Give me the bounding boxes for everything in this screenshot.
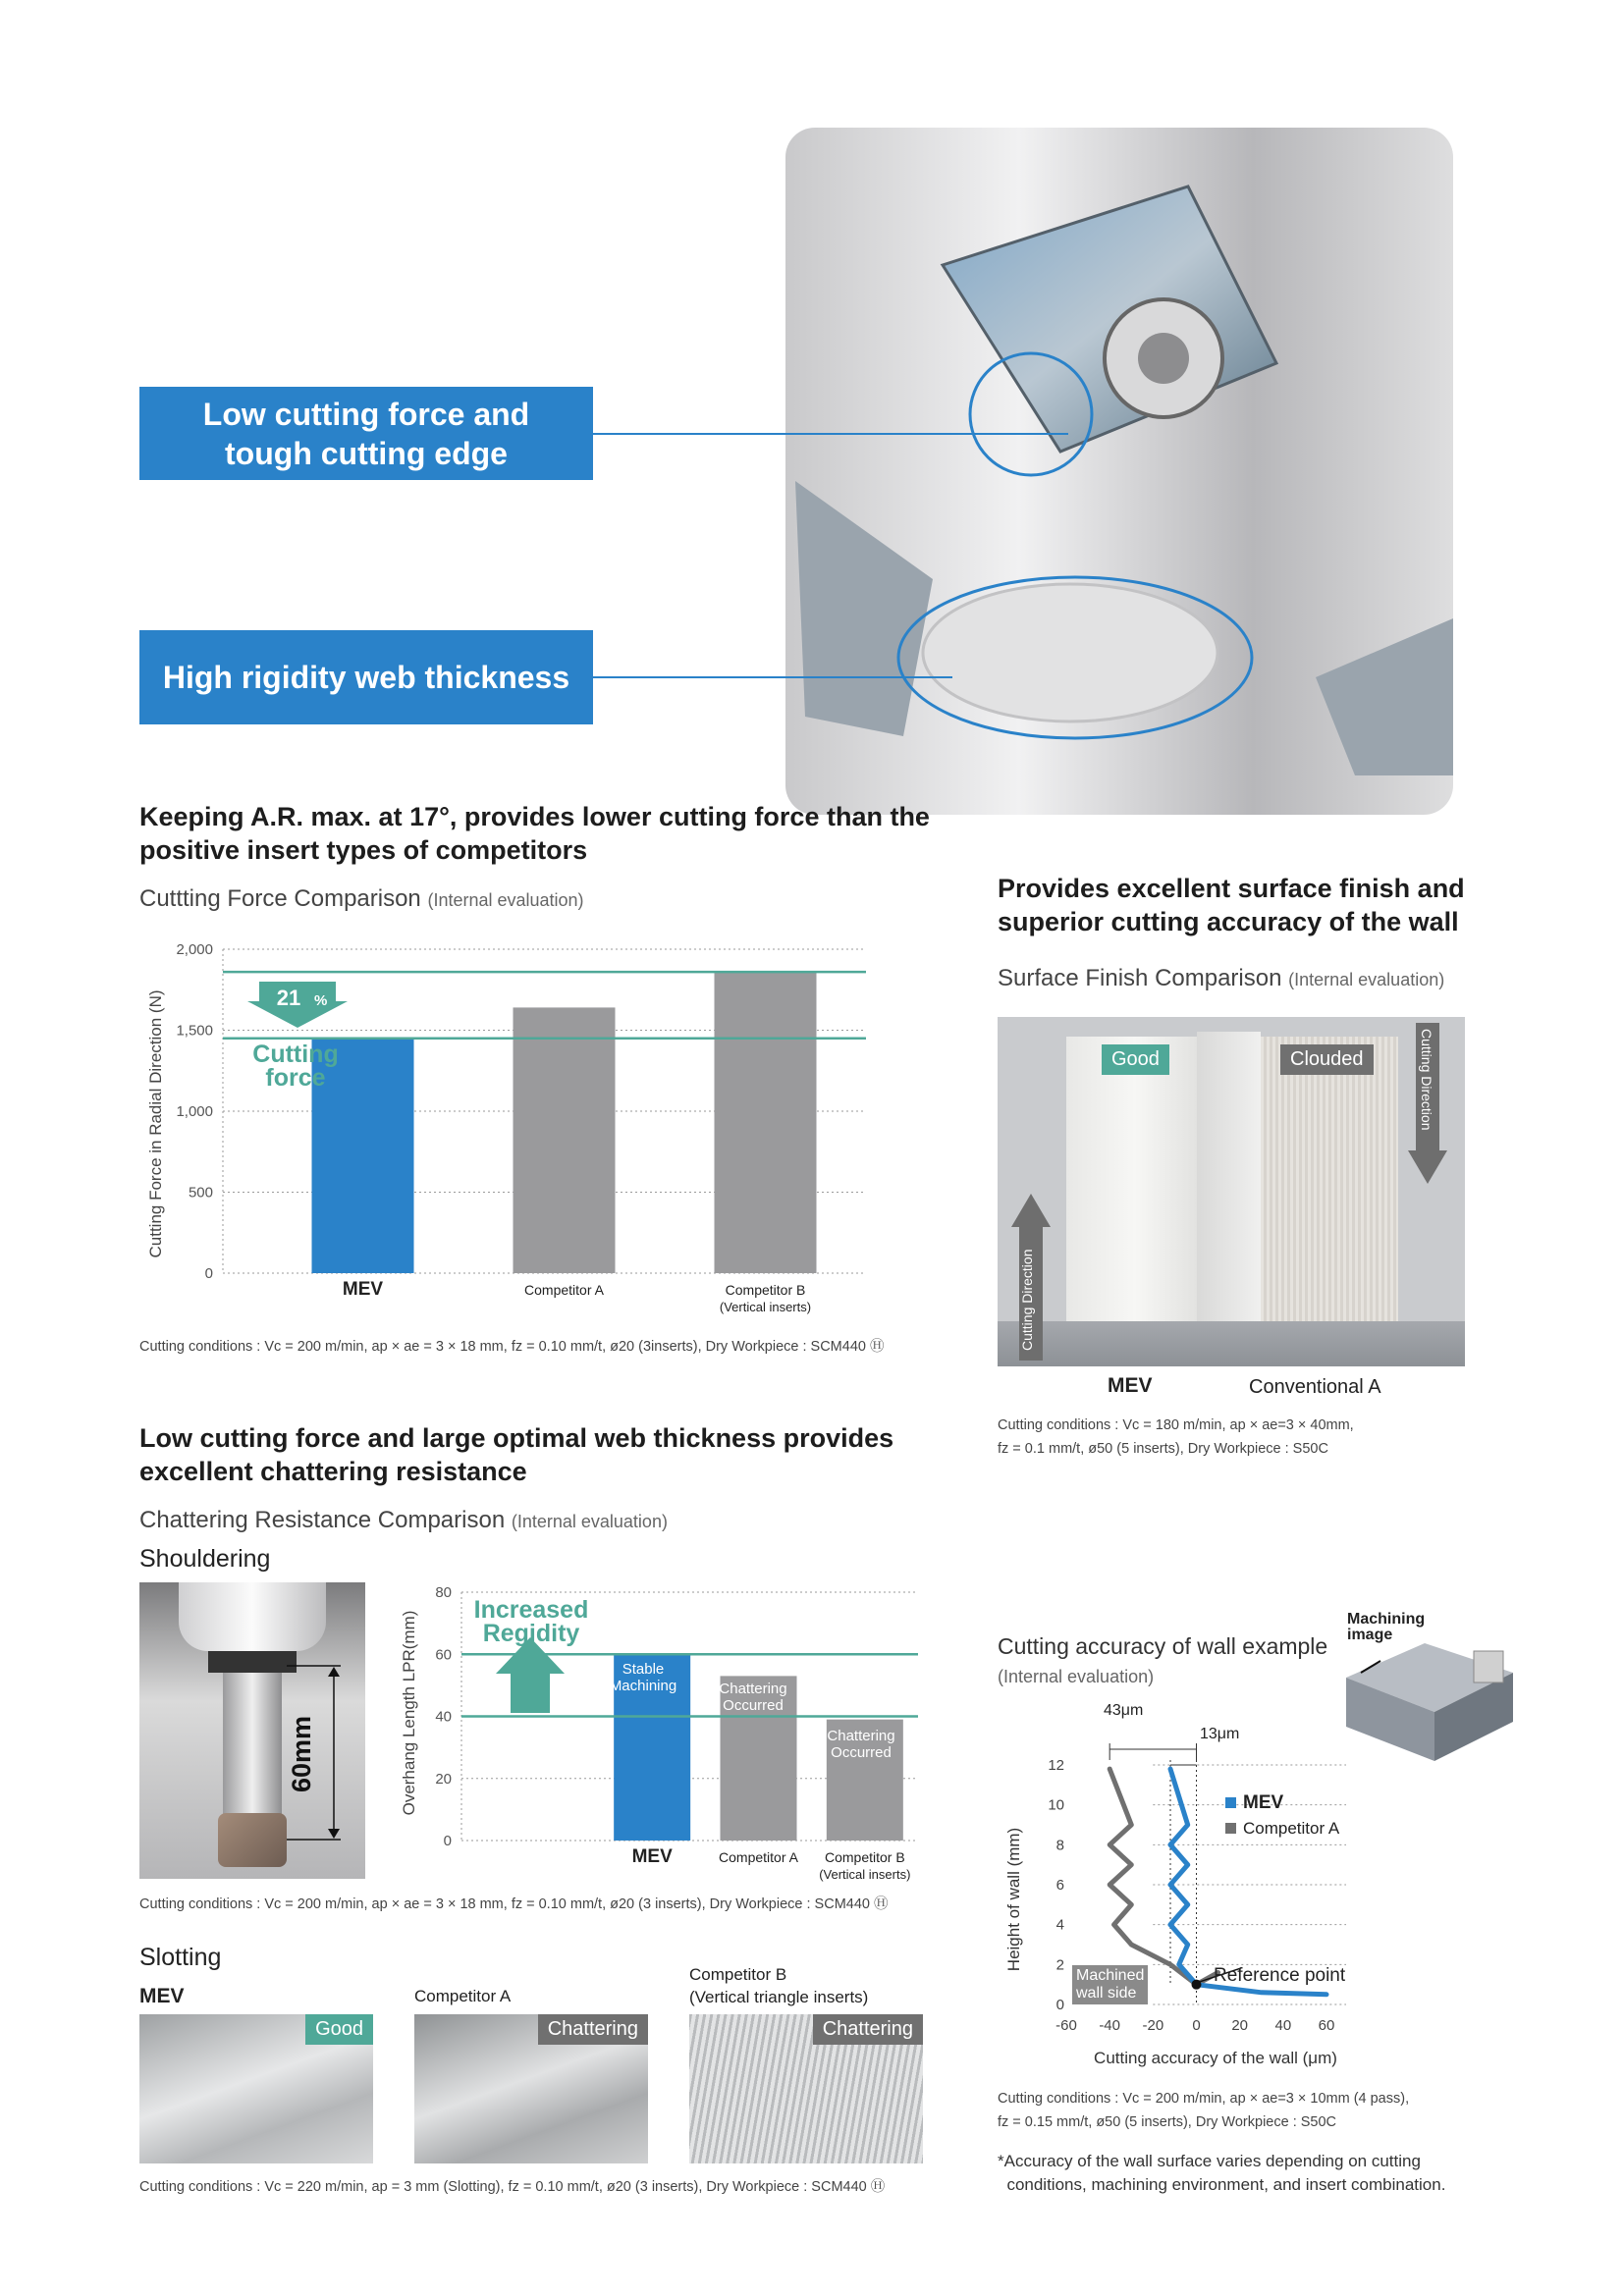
x-category-label: MEV	[631, 1846, 673, 1867]
chatter-ylabel: Overhang Length LPR(mm)	[400, 1610, 418, 1816]
y-tick-label: 6	[1055, 1877, 1064, 1894]
chatter-conditions: Cutting conditions : Vc = 200 m/min, ap × ae = 3 × 18 mm, fz = 0.10 mm/t, ø20 (3 inserts), Dry Workpiece : SCM440 Ⓗ	[139, 1896, 889, 1912]
surface-label-mev: MEV	[1108, 1374, 1153, 1397]
rigidity-annotation: Increased Regidity	[473, 1596, 589, 1647]
surface-finish-photo	[998, 1017, 1465, 1366]
bar	[715, 972, 817, 1273]
cutting-force-subhead-text: Cuttting Force Comparison	[139, 885, 421, 912]
x-tick-label: 60	[1318, 2017, 1335, 2034]
reduction-arrow	[247, 982, 348, 1028]
bar	[514, 1007, 616, 1273]
x-tick-label: 20	[1231, 2017, 1249, 2034]
chatter-subhead	[139, 1507, 668, 1534]
surface-finish-subhead	[998, 965, 1444, 992]
endmill-photo	[766, 128, 1473, 834]
y-tick-label: 0	[204, 1265, 213, 1282]
x-tick-label: 40	[1274, 2017, 1292, 2034]
x-category-label: (Vertical inserts)	[719, 1300, 812, 1314]
wall-accuracy-ylabel: Height of wall (mm)	[1004, 1827, 1023, 1972]
slotting-col-b: Competitor B (Vertical triangle inserts)	[689, 1965, 869, 2006]
legend-label: MEV	[1243, 1792, 1284, 1813]
slotting-tag-b: Chattering	[813, 2014, 923, 2045]
surface-conditions-2: fz = 0.1 mm/t, ø50 (5 inserts), Dry Workpiece : S50C	[998, 1441, 1328, 1457]
bar-label-stable: Stable Machining	[609, 1661, 677, 1694]
reference-point-marker	[1192, 1980, 1202, 1990]
x-category-label: (Vertical inserts)	[819, 1867, 911, 1882]
surface-finish-subhead-text: Surface Finish Comparison	[998, 965, 1282, 991]
slotting-photo-a	[414, 2014, 648, 2163]
y-tick-label: 2	[1055, 1956, 1064, 1974]
bar-label-chatter-b: Chattering Occurred	[827, 1728, 895, 1761]
wall-conditions-2: fz = 0.15 mm/t, ø50 (5 inserts), Dry Workpiece : S50C	[998, 2114, 1337, 2130]
wall-accuracy-xlabel: Cutting accuracy of the wall (μm)	[1094, 2049, 1337, 2067]
y-tick-label: 20	[435, 1770, 452, 1788]
wall-accuracy-chart	[998, 1698, 1488, 2071]
tag-clouded: Clouded	[1280, 1044, 1374, 1075]
y-tick-label: 2,000	[176, 941, 213, 958]
dim-43: 43μm	[1104, 1702, 1144, 1719]
dim-13: 13μm	[1200, 1726, 1240, 1742]
slotting-title: Slotting	[139, 1944, 222, 1971]
machining-image-label: Machining image	[1347, 1611, 1426, 1643]
slotting-tag-mev: Good	[305, 2014, 373, 2045]
y-tick-label: 80	[435, 1584, 452, 1601]
y-tick-label: 40	[435, 1708, 452, 1726]
y-tick-label: 1,000	[176, 1103, 213, 1120]
x-category-label: MEV	[342, 1279, 384, 1300]
slotting-photo-b	[689, 2014, 923, 2163]
chatter-subhead-note: (Internal evaluation)	[511, 1512, 668, 1531]
cutting-force-subhead-note: (Internal evaluation)	[427, 890, 584, 910]
cutting-force-chart	[139, 928, 886, 1320]
surface-conditions-1: Cutting conditions : Vc = 180 m/min, ap × ae=3 × 40mm,	[998, 1417, 1354, 1433]
slotting-tag-a: Chattering	[538, 2014, 648, 2045]
cutting-direction-label-right: Cutting Direction	[1419, 1029, 1434, 1131]
x-tick-label: -40	[1099, 2017, 1121, 2034]
y-tick-label: 0	[443, 1833, 452, 1849]
rigidity-arrow	[496, 1637, 565, 1713]
tag-good: Good	[1102, 1044, 1169, 1075]
cutting-force-annotation: Cutting force	[252, 1041, 339, 1092]
series-line	[1109, 1769, 1217, 1985]
slotting-col-mev: MEV	[139, 1985, 185, 2007]
shouldering-title: Shouldering	[139, 1545, 271, 1573]
legend-swatch	[1225, 1823, 1236, 1834]
x-category-label: Competitor A	[719, 1849, 798, 1865]
legend-swatch	[1225, 1797, 1236, 1808]
x-tick-label: 0	[1192, 2017, 1201, 2034]
y-tick-label: 500	[188, 1184, 213, 1201]
callout-web-thickness: High rigidity web thickness	[139, 630, 593, 724]
surface-label-conventional: Conventional A	[1249, 1376, 1381, 1398]
chatter-heading: Low cutting force and large optimal web thickness provides excellent chattering resistance	[139, 1423, 894, 1486]
overhang-dimension-label: 60mm	[287, 1715, 316, 1793]
reduction-unit: %	[314, 992, 328, 1009]
wall-conditions-1: Cutting conditions : Vc = 200 m/min, ap × ae=3 × 10mm (4 pass),	[998, 2091, 1410, 2107]
reduction-value: 21	[276, 986, 301, 1010]
slotting-photo-mev	[139, 2014, 373, 2163]
cutting-force-subhead	[139, 885, 584, 913]
wall-accuracy-note: (Internal evaluation)	[998, 1667, 1155, 1686]
legend-label: Competitor A	[1243, 1819, 1340, 1838]
y-tick-label: 60	[435, 1646, 452, 1664]
reference-point-label: Reference point	[1214, 1965, 1346, 1986]
cutting-force-conditions: Cutting conditions : Vc = 200 m/min, ap × ae = 3 × 18 mm, fz = 0.10 mm/t, ø20 (3inserts), Dry Workpiece : SCM440 Ⓗ	[139, 1339, 885, 1355]
slotting-conditions: Cutting conditions : Vc = 220 m/min, ap = 3 mm (Slotting), fz = 0.10 mm/t, ø20 (3 inserts), Dry Workpiece : SCM440 Ⓗ	[139, 2179, 886, 2195]
x-category-label: Competitor A	[524, 1282, 604, 1298]
wall-accuracy-title: Cutting accuracy of wall example	[998, 1633, 1328, 1659]
callout-cutting-edge: Low cutting force and tough cutting edge	[139, 387, 593, 480]
slotting-col-a: Competitor A	[414, 1987, 512, 2005]
y-tick-label: 12	[1048, 1757, 1064, 1774]
x-tick-label: -60	[1055, 2017, 1077, 2034]
x-category-label: Competitor B	[725, 1282, 806, 1298]
y-tick-label: 1,500	[176, 1022, 213, 1040]
chatter-subhead-text: Chattering Resistance Comparison	[139, 1507, 506, 1533]
shouldering-photo	[139, 1582, 365, 1879]
surface-finish-subhead-note: (Internal evaluation)	[1288, 970, 1445, 989]
wall-footnote: *Accuracy of the wall surface varies depending on cutting conditions, machining environment, and insert combination.	[998, 2152, 1446, 2194]
surface-finish-heading: Provides excellent surface finish and superior cutting accuracy of the wall	[998, 874, 1465, 936]
callout-line-web	[593, 676, 952, 678]
cutting-direction-label-left: Cutting Direction	[1019, 1249, 1035, 1351]
callout-line-edge	[593, 433, 1068, 435]
y-tick-label: 10	[1048, 1796, 1064, 1814]
x-tick-label: -20	[1142, 2017, 1164, 2034]
y-tick-label: 0	[1055, 1997, 1064, 2013]
machined-wall-label: Machined wall side	[1072, 1965, 1148, 2004]
x-category-label: Competitor B	[824, 1849, 905, 1865]
y-tick-label: 4	[1055, 1916, 1064, 1934]
cutting-force-ylabel: Cutting Force in Radial Direction (N)	[146, 989, 165, 1258]
y-tick-label: 8	[1055, 1837, 1064, 1854]
bar-label-chatter-a: Chattering Occurred	[719, 1681, 787, 1714]
cutting-force-heading: Keeping A.R. max. at 17°, provides lower cutting force than the positive insert types of competitors	[139, 802, 930, 865]
